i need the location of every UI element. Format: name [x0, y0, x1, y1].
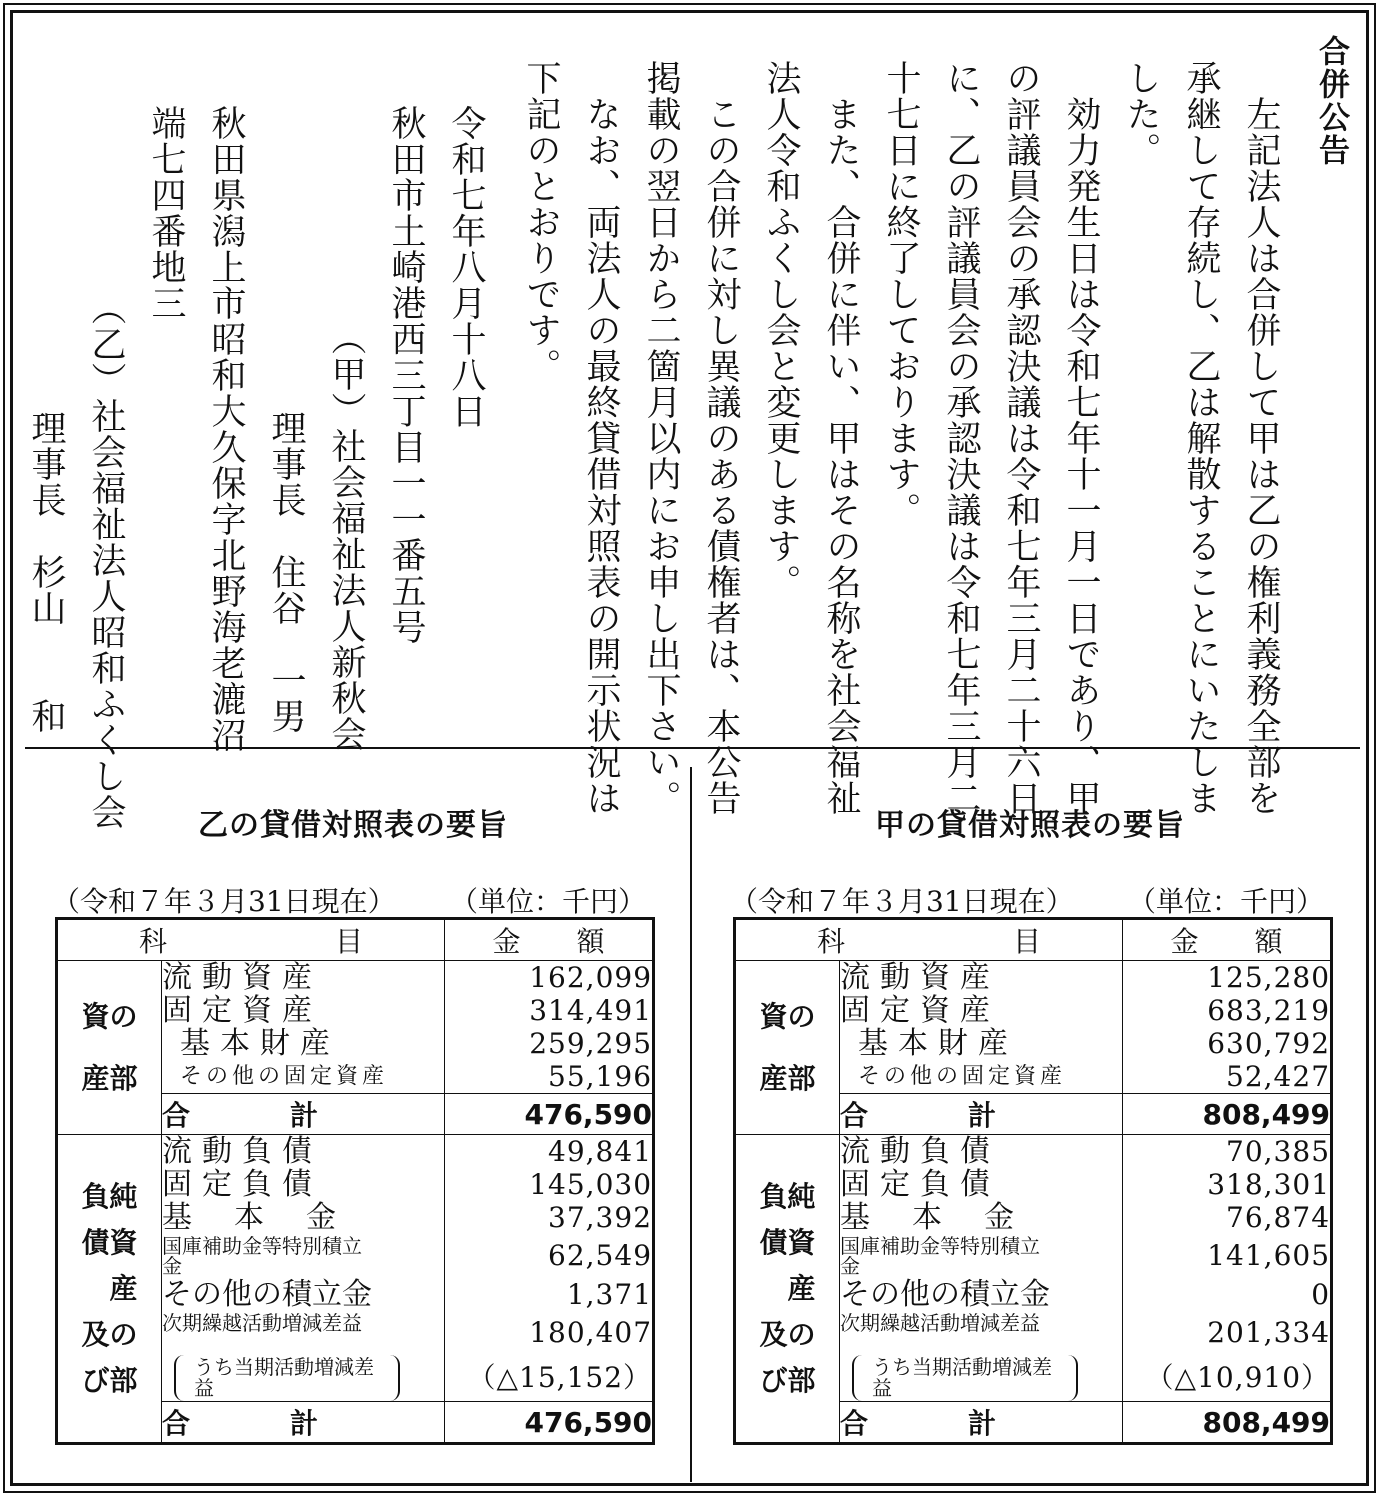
- liabilities-total-label: 合計: [162, 1402, 445, 1444]
- liability-item: 固定負債: [840, 1167, 1000, 1202]
- liability-item: 国庫補助金等特別積立金: [840, 1234, 1040, 1278]
- asset-item: 基本財産: [180, 1026, 340, 1061]
- bs-right-table: [733, 917, 1333, 1445]
- header-item: 科 目: [735, 919, 1123, 961]
- bs-right-date: （令和７年３月31日現在）: [730, 885, 1074, 918]
- asset-items: [162, 961, 445, 1094]
- liability-value: （△15,152）: [467, 1361, 653, 1394]
- liability-values: [445, 1135, 654, 1402]
- bs-left-unit: （単位：千円）: [450, 885, 647, 918]
- party-b-address-2: 端七四番地三: [146, 105, 186, 321]
- body-line: した。: [1121, 60, 1161, 168]
- divider-horizontal: [25, 747, 1360, 749]
- asset-values: [1123, 961, 1332, 1094]
- liability-value: 37,392: [548, 1201, 653, 1234]
- header-item: 科 目: [57, 919, 445, 961]
- party-a-name: （甲）社会福祉法人新秋会: [326, 320, 366, 752]
- asset-item: 流動資産: [162, 960, 322, 995]
- notice-title: 合併公告: [1313, 35, 1349, 167]
- body-line: に、乙の評議員会の承認決議は令和七年三月二: [941, 60, 981, 816]
- party-a-rep: 理事長 住谷 一男: [266, 410, 306, 734]
- assets-total-label: 合計: [840, 1094, 1123, 1135]
- bs-left-date: （令和７年３月31日現在）: [52, 885, 396, 918]
- liability-value: （△10,910）: [1145, 1361, 1331, 1394]
- asset-item: 固定資産: [840, 993, 1000, 1028]
- asset-value: 314,491: [529, 994, 653, 1027]
- liability-item: 基本金: [162, 1200, 378, 1235]
- asset-value: 55,196: [548, 1060, 653, 1093]
- liability-values: [1123, 1135, 1332, 1402]
- liability-item: 流動負債: [840, 1134, 1000, 1169]
- party-a-address: 秋田市土崎港西三丁目一一番五号: [386, 105, 426, 645]
- liability-value: 70,385: [1226, 1135, 1331, 1168]
- liability-items: [840, 1135, 1123, 1402]
- liability-item: うち当期活動増減差益: [174, 1355, 400, 1401]
- liability-item: うち当期活動増減差益: [852, 1355, 1078, 1401]
- liability-value: 180,407: [529, 1316, 653, 1349]
- body-line: 掲載の翌日から二箇月以内にお申し出下さい。: [641, 60, 681, 816]
- liability-items: [162, 1135, 445, 1402]
- asset-item: 基本財産: [858, 1026, 1018, 1061]
- assets-total-label: 合計: [162, 1094, 445, 1135]
- body-line: 承継して存続し、乙は解散することにいたしま: [1181, 60, 1221, 816]
- asset-item: 固定資産: [162, 993, 322, 1028]
- body-line: の評議員会の承認決議は令和七年三月二十六日: [1001, 60, 1041, 816]
- liability-item: 次期繰越活動増減差益: [162, 1311, 362, 1335]
- liability-item: 次期繰越活動増減差益: [840, 1311, 1040, 1335]
- bs-left-title: 乙の貸借対照表の要旨: [198, 808, 508, 843]
- asset-items: [840, 961, 1123, 1094]
- header-amount: 金 額: [1123, 919, 1332, 961]
- bs-left-table: [55, 917, 655, 1445]
- body-line: また、合併に伴い、甲はその名称を社会福祉: [821, 60, 861, 816]
- asset-value: 259,295: [529, 1027, 653, 1060]
- divider-vertical: [690, 767, 692, 1482]
- liabilities-total-value: 808,499: [1123, 1402, 1332, 1444]
- assets-total-value: 476,590: [445, 1094, 654, 1135]
- liabilities-total-label: 合計: [840, 1402, 1123, 1444]
- liability-value: 0: [1311, 1278, 1331, 1311]
- body-line: なお、両法人の最終貸借対照表の開示状況は: [581, 60, 621, 816]
- liability-value: 49,841: [548, 1135, 653, 1168]
- header-amount: 金 額: [445, 919, 654, 961]
- liability-item: 固定負債: [162, 1167, 322, 1202]
- liability-item: 流動負債: [162, 1134, 322, 1169]
- asset-item: その他の固定資産: [858, 1064, 1067, 1089]
- body-line: 十七日に終了しております。: [881, 60, 921, 528]
- asset-value: 683,219: [1207, 994, 1331, 1027]
- liability-value: 201,334: [1207, 1316, 1331, 1349]
- liabilities-total-value: 476,590: [445, 1402, 654, 1444]
- party-b-rep: 理事長 杉山 和: [26, 410, 66, 734]
- liability-item: その他の積立金: [162, 1277, 372, 1312]
- liability-value: 318,301: [1207, 1168, 1331, 1201]
- asset-values: [445, 961, 654, 1094]
- assets-section-label: 資の 産部: [57, 961, 162, 1135]
- assets-total-value: 808,499: [1123, 1094, 1332, 1135]
- liability-value: 76,874: [1226, 1201, 1331, 1234]
- liability-value: 62,549: [548, 1239, 653, 1272]
- liabilities-section-label: 負純 債資 産 及の び部: [735, 1135, 840, 1444]
- liability-item: 国庫補助金等特別積立金: [162, 1234, 362, 1278]
- liability-value: 145,030: [529, 1168, 653, 1201]
- asset-item: その他の固定資産: [180, 1064, 389, 1089]
- asset-item: 流動資産: [840, 960, 1000, 995]
- body-line: 法人令和ふくし会と変更します。: [761, 60, 801, 600]
- asset-value: 162,099: [529, 961, 653, 994]
- assets-section-label: 資の 産部: [735, 961, 840, 1135]
- asset-value: 52,427: [1226, 1060, 1331, 1093]
- asset-value: 125,280: [1207, 961, 1331, 994]
- liability-value: 141,605: [1207, 1239, 1331, 1272]
- asset-value: 630,792: [1207, 1027, 1331, 1060]
- body-line: この合併に対し異議のある債権者は、本公告: [701, 60, 741, 816]
- body-line: 下記のとおりです。: [521, 60, 561, 384]
- party-b-address: 秋田県潟上市昭和大久保字北野海老漉沼: [206, 105, 246, 753]
- liability-value: 1,371: [566, 1278, 653, 1311]
- body-line: 左記法人は合併して甲は乙の権利義務全部を: [1241, 60, 1281, 816]
- liability-item: その他の積立金: [840, 1277, 1050, 1312]
- liabilities-section-label: 負純 債資 産 及の び部: [57, 1135, 162, 1444]
- body-line: 効力発生日は令和七年十一月一日であり、甲: [1061, 60, 1101, 816]
- liability-item: 基本金: [840, 1200, 1056, 1235]
- party-b-name: （乙）社会福祉法人昭和ふくし会: [86, 290, 126, 830]
- bs-right-title: 甲の貸借対照表の要旨: [875, 808, 1185, 843]
- notice-date: 令和七年八月十八日: [446, 105, 486, 429]
- bs-right-unit: （単位：千円）: [1128, 885, 1325, 918]
